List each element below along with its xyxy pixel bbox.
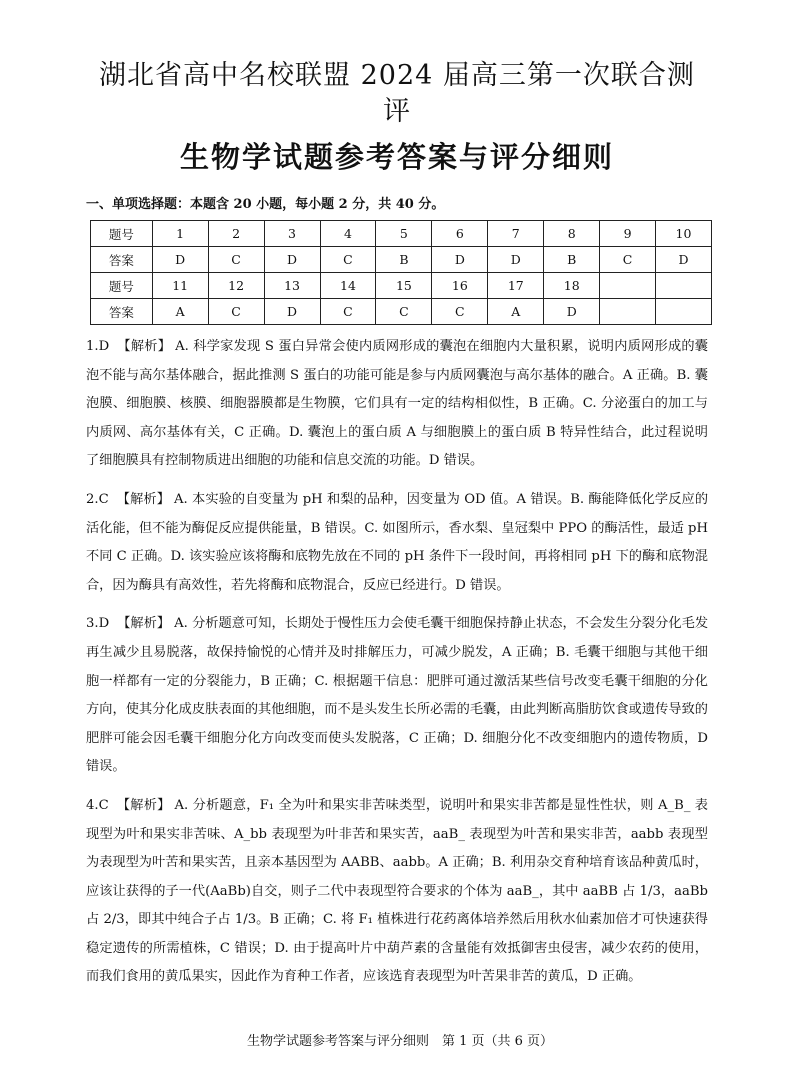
answer-table-cell: C bbox=[208, 247, 264, 273]
answer-table-cell: 9 bbox=[600, 221, 656, 247]
question-number: 4.C bbox=[86, 797, 109, 813]
question-number: 1.D bbox=[86, 339, 110, 354]
explanations bbox=[86, 333, 708, 992]
answer-table-cell bbox=[600, 299, 656, 325]
answer-table-cell bbox=[655, 299, 711, 325]
answer-table-cell: D bbox=[264, 299, 320, 325]
answer-table-row bbox=[91, 299, 712, 325]
answer-table-cell: 8 bbox=[544, 221, 600, 247]
answer-table-cell: 10 bbox=[655, 221, 711, 247]
exam-title: 湖北省高中名校联盟 2024 届高三第一次联合测评 bbox=[99, 60, 695, 127]
answer-table-cell bbox=[655, 273, 711, 299]
answer-table-cell: D bbox=[432, 247, 488, 273]
answer-table-cell: 18 bbox=[544, 273, 600, 299]
answer-table-header-cell: 答案 bbox=[91, 299, 153, 325]
section-heading: 一、单项选择题：本题含 20 小题，每小题 2 分，共 40 分。 bbox=[86, 197, 445, 212]
explanation-item bbox=[86, 486, 708, 600]
analysis-tag: 【解析】 bbox=[116, 491, 170, 507]
answer-table-cell: D bbox=[264, 247, 320, 273]
answer-table-cell: D bbox=[488, 247, 544, 273]
answer-table-row bbox=[91, 273, 712, 299]
answer-table-row bbox=[91, 247, 712, 273]
answer-table-cell: B bbox=[376, 247, 432, 273]
question-number: 2.C bbox=[86, 491, 109, 507]
answer-table-cell: 7 bbox=[488, 221, 544, 247]
answer-table-row bbox=[91, 221, 712, 247]
answer-table-cell: 4 bbox=[320, 221, 376, 247]
answer-table-cell: 5 bbox=[376, 221, 432, 247]
answer-table-cell: 11 bbox=[152, 273, 208, 299]
answer-table-cell: 1 bbox=[152, 221, 208, 247]
explanation-text: A. 分析题意，F₁ 全为叶和果实非苦味类型，说明叶和果实非苦都是显性性状，则 A_B_ 表现型为叶和果实非苦味、A_bb 表现型为叶非苦和果实苦，aaB_ 表现型为叶苦和果实非苦，aabb 表现型为表现型为叶苦和果实苦，且亲本基因型为 AABB、aabb。A 正确；B. 利用杂交育种培育该品种黄瓜时，应该让获得的子一代(AaBb)自交，则子二代中表现型符合要求的个体为 aaB_，其中 aaBB 占 1/3，aaBb 占 2/3，即其中纯合子占 1/3。B 正确；C. 将 F₁ 植株进行花药离体培养然后用秋水仙素加倍才可快速获得稳定遗传的所需植株，C 错误；D. 由于提高叶片中葫芦素的含量能有效抵御害虫侵害，减少农药的使用，而我们食用的黄瓜果实，因此作为育种工作者，应该选育表现型为叶苦果非苦的黄瓜，D 正确。 bbox=[86, 797, 708, 985]
page-footer: 生物学试题参考答案与评分细则 第 1 页（共 6 页） bbox=[246, 1034, 554, 1049]
answer-table-cell: C bbox=[600, 247, 656, 273]
explanation-text: A. 本实验的自变量为 pH 和梨的品种，因变量为 OD 值。A 错误。B. 酶能降低化学反应的活化能，但不能为酶促反应提供能量，B 错误。C. 如图所示，香水梨、皇冠梨中 PPO 的酶活性，最适 pH 不同 C 正确。D. 该实验应该将酶和底物先放在不同的 pH 条件下一段时间，再将相同 pH 下的酶和底物混合，因为酶具有高效性，若先将酶和底物混合，反应已经进行。D 错误。 bbox=[86, 491, 709, 593]
answer-table-cell: D bbox=[152, 247, 208, 273]
explanation-text: A. 分析题意可知，长期处于慢性压力会使毛囊干细胞保持静止状态，不会发生分裂分化毛发再生减少且易脱落，故保持愉悦的心情并及时排解压力，可减少脱发，A 正确；B. 毛囊干细胞与其他干细胞一样都有一定的分裂能力，B 正确；C. 根据题干信息：肥胖可通过激活某些信号改变毛囊干细胞的分化方向，使其分化成皮肤表面的其他细胞，而不是头发生长所必需的毛囊，由此判断高脂肪饮食或遗传导致的肥胖可能会因毛囊干细胞分化方向改变而使头发脱落，C 正确；D. 细胞分化不改变细胞内的遗传物质，D 错误。 bbox=[86, 616, 709, 775]
analysis-tag: 【解析】 bbox=[117, 616, 171, 632]
answer-table-cell: 16 bbox=[432, 273, 488, 299]
explanation-item bbox=[86, 792, 708, 992]
answer-table-cell: A bbox=[152, 299, 208, 325]
answer-table-cell: 2 bbox=[208, 221, 264, 247]
answer-table-cell: 14 bbox=[320, 273, 376, 299]
explanation-item bbox=[86, 333, 708, 476]
explanation-item bbox=[86, 610, 708, 782]
answer-table-header-cell: 题号 bbox=[91, 273, 153, 299]
answer-table-cell bbox=[600, 273, 656, 299]
answer-table-header-cell: 题号 bbox=[91, 221, 153, 247]
answer-key-title: 生物学试题参考答案与评分细则 bbox=[179, 140, 614, 174]
answer-table-cell: 13 bbox=[264, 273, 320, 299]
answer-table-cell: C bbox=[432, 299, 488, 325]
answer-table-cell: D bbox=[544, 299, 600, 325]
answer-table-header-cell: 答案 bbox=[91, 247, 153, 273]
analysis-tag: 【解析】 bbox=[116, 797, 171, 813]
question-number: 3.D bbox=[86, 616, 110, 632]
answer-table-cell: C bbox=[208, 299, 264, 325]
answer-table-cell: 12 bbox=[208, 273, 264, 299]
answer-table-cell: 15 bbox=[376, 273, 432, 299]
answer-table-cell: D bbox=[655, 247, 711, 273]
answer-table-cell: C bbox=[320, 299, 376, 325]
answer-table-cell: B bbox=[544, 247, 600, 273]
answer-table-cell: 17 bbox=[488, 273, 544, 299]
analysis-tag: 【解析】 bbox=[117, 339, 172, 354]
answer-table bbox=[90, 220, 712, 325]
answer-table-cell: C bbox=[376, 299, 432, 325]
answer-table-cell: C bbox=[320, 247, 376, 273]
answer-table-cell: 3 bbox=[264, 221, 320, 247]
explanation-text: A. 科学家发现 S 蛋白异常会使内质网形成的囊泡在细胞内大量积累，说明内质网形成的囊泡不能与高尔基体融合，据此推测 S 蛋白的功能可能是参与内质网囊泡与高尔基体的融合。A 正确。B. 囊泡膜、细胞膜、核膜、细胞器膜都是生物膜，它们具有一定的结构相似性，B 正确。C. 分泌蛋白的加工与内质网、高尔基体有关，C 正确。D. 囊泡上的蛋白质 A 与细胞膜上的蛋白质 B 特异性结合，此过程说明了细胞膜具有控制物质进出细胞的功能和信息交流的功能。D 错误。 bbox=[86, 339, 708, 469]
answer-table-cell: 6 bbox=[432, 221, 488, 247]
answer-table-cell: A bbox=[488, 299, 544, 325]
